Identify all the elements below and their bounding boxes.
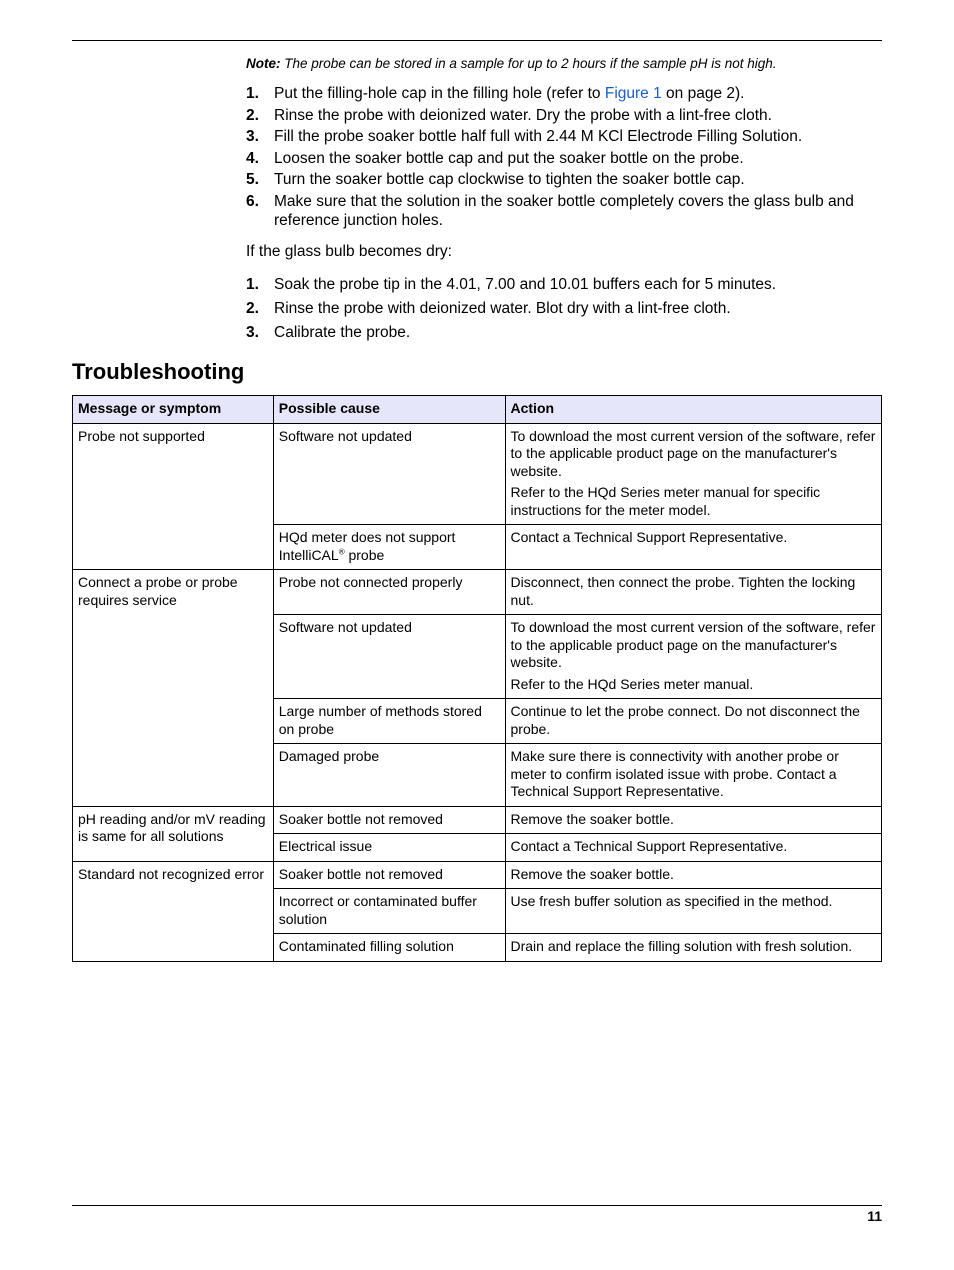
step-number: 4.: [246, 149, 259, 167]
symptom-cell: pH reading and/or mV reading is same for all solutions: [73, 806, 274, 861]
dry-step: [246, 275, 886, 294]
step-text: Make sure that the solution in the soaker bottle completely covers the glass bulb and reference junction holes.: [274, 192, 854, 229]
table-header-row: [73, 396, 882, 424]
cause-cell: Large number of methods stored on probe: [273, 699, 505, 744]
action-text: Drain and replace the filling solution with fresh solution.: [510, 938, 853, 954]
cause-cell: Soaker bottle not removed: [273, 861, 505, 889]
header-cause: Possible cause: [273, 396, 505, 424]
storage-step: [246, 106, 886, 125]
action-cell: [505, 934, 882, 962]
action-text: Disconnect, then connect the probe. Tighten the locking nut.: [510, 574, 856, 608]
storage-step: [246, 170, 886, 189]
cause-cell: Probe not connected properly: [273, 570, 505, 615]
cause-cell: Electrical issue: [273, 834, 505, 862]
cause-cell: Software not updated: [273, 615, 505, 699]
dry-step: [246, 299, 886, 318]
dry-bulb-steps-list: [246, 275, 886, 347]
storage-step: [246, 127, 886, 146]
step-text: Calibrate the probe.: [274, 324, 411, 341]
step-number: 2.: [246, 106, 259, 124]
section-title: Troubleshooting: [72, 359, 245, 384]
storage-note: [246, 56, 886, 72]
dry-step: [246, 323, 886, 342]
action-text: Use fresh buffer solution as specified in the method.: [510, 893, 833, 909]
cause-cell: [273, 525, 505, 570]
action-cell: [505, 834, 882, 862]
storage-step: [246, 149, 886, 168]
table-row: [73, 423, 882, 525]
step-text: Fill the probe soaker bottle half full with 2.44 M KCl Electrode Filling Solution.: [274, 128, 803, 145]
cause-cell: Damaged probe: [273, 744, 505, 807]
step-number: 3.: [246, 324, 259, 341]
action-text: Refer to the HQd Series meter manual.: [510, 675, 754, 692]
table-row: [73, 861, 882, 889]
storage-step: [246, 192, 886, 230]
step-text: Turn the soaker bottle cap clockwise to tighten the soaker bottle cap.: [274, 171, 745, 188]
action-cell: [505, 423, 882, 525]
action-cell: [505, 861, 882, 889]
symptom-cell: Standard not recognized error: [73, 861, 274, 961]
figure-1-link[interactable]: Figure 1: [604, 85, 662, 102]
cause-cell: Incorrect or contaminated buffer solution: [273, 889, 505, 934]
step-number: 6.: [246, 192, 259, 210]
note-text: The probe can be stored in a sample for up to 2 hours if the sample pH is not high.: [284, 56, 777, 71]
step-text: Rinse the probe with deionized water. Dry the probe with a lint-free cloth.: [274, 106, 772, 124]
step-number: 3.: [246, 128, 259, 145]
cause-text: HQd meter does not support IntelliCAL: [278, 529, 456, 563]
table-row: [73, 806, 882, 834]
header-rule: [72, 40, 882, 41]
action-text: To download the most current version of the software, refer to the applicable product page on the manufacturer's website.: [510, 427, 876, 479]
footer-rule: [72, 1205, 882, 1206]
troubleshooting-table: [72, 395, 882, 962]
action-text: Remove the soaker bottle.: [510, 865, 674, 882]
storage-steps-list: [246, 84, 886, 232]
step-number: 5.: [246, 171, 259, 188]
symptom-cell: Probe not supported: [73, 423, 274, 570]
cause-cell: Contaminated filling solution: [273, 934, 505, 962]
registered-mark: ®: [338, 546, 345, 556]
action-text: Contact a Technical Support Representative.: [510, 838, 788, 854]
step-text-after: on page 2).: [661, 85, 745, 102]
step-text: Rinse the probe with deionized water. Blot dry with a lint-free cloth.: [274, 300, 731, 317]
action-cell: [505, 525, 882, 570]
header-action: Action: [505, 396, 882, 424]
page-number: 11: [867, 1208, 882, 1224]
step-number: 2.: [246, 300, 259, 317]
symptom-cell: Connect a probe or probe requires service: [73, 570, 274, 807]
step-number: 1.: [246, 276, 259, 293]
action-text: Refer to the HQd Series meter manual for specific instructions for the meter model.: [510, 484, 821, 518]
cause-cell: Software not updated: [273, 423, 505, 525]
storage-step: [246, 84, 886, 103]
action-text: To download the most current version of the software, refer to the applicable product page on the manufacturer's website.: [510, 619, 876, 670]
action-cell: [505, 615, 882, 699]
action-text: Contact a Technical Support Representative.: [510, 529, 788, 545]
step-number: 1.: [246, 85, 259, 102]
step-text: Loosen the soaker bottle cap and put the soaker bottle on the probe.: [274, 149, 744, 167]
step-text: Soak the probe tip in the 4.01, 7.00 and 10.01 buffers each for 5 minutes.: [274, 276, 777, 293]
note-label: Note:: [246, 56, 281, 71]
step-text: Put the filling-hole cap in the filling hole (refer to: [274, 85, 605, 102]
action-cell: [505, 806, 882, 834]
action-text: Remove the soaker bottle.: [510, 810, 674, 827]
cause-text-after: probe: [344, 546, 385, 563]
table-row: [73, 570, 882, 615]
header-symptom: Message or symptom: [73, 396, 274, 424]
action-cell: [505, 699, 882, 744]
dry-bulb-intro: If the glass bulb becomes dry:: [246, 243, 452, 260]
action-cell: [505, 744, 882, 807]
action-text: Make sure there is connectivity with another probe or meter to confirm isolated issue with probe. Contact a Technical Support Representative.: [510, 748, 839, 799]
action-text: Continue to let the probe connect. Do not disconnect the probe.: [510, 703, 860, 737]
cause-cell: Soaker bottle not removed: [273, 806, 505, 834]
action-cell: [505, 889, 882, 934]
action-cell: [505, 570, 882, 615]
